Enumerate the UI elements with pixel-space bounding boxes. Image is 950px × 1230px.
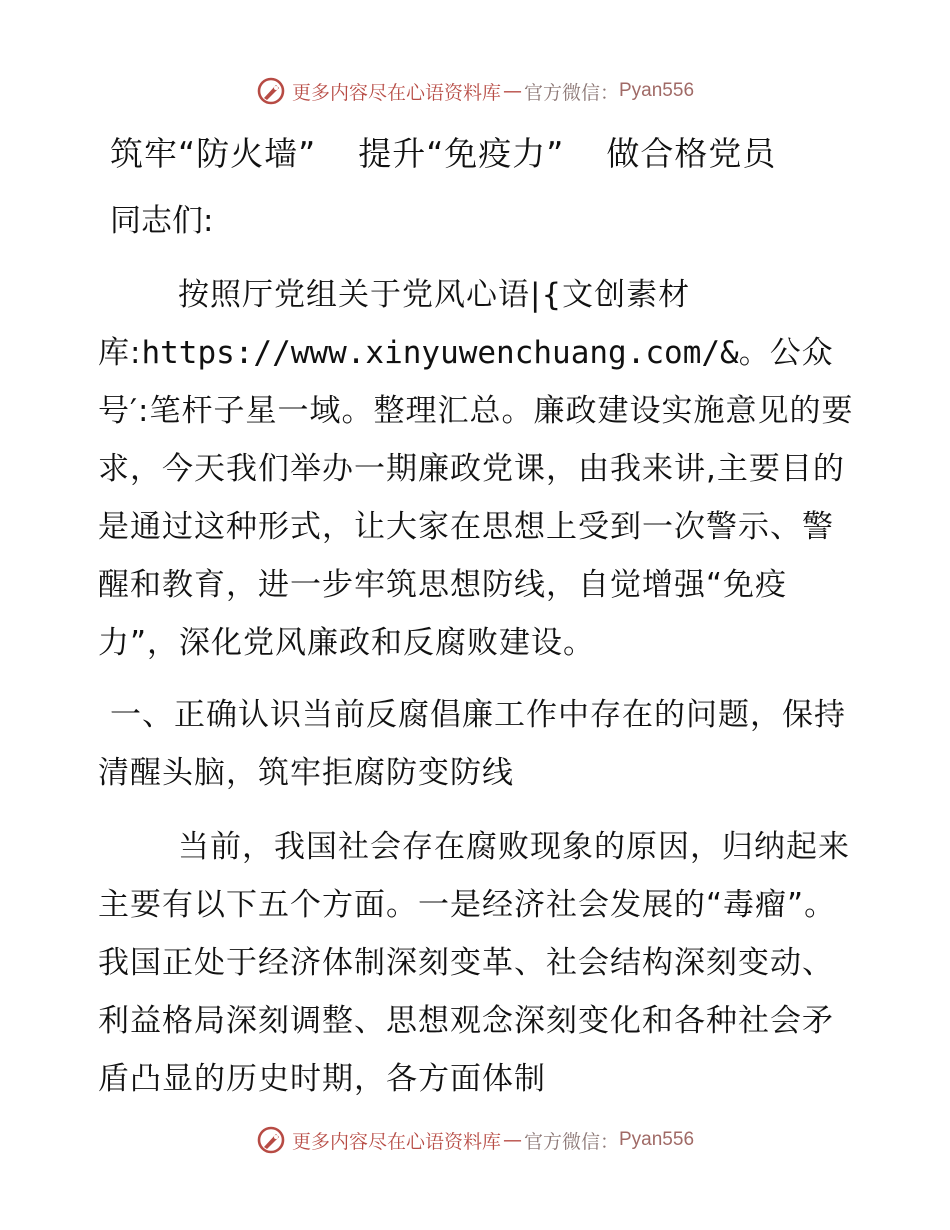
title-part: 提升“免疫力”	[358, 134, 565, 173]
watermark-wechat-label: 官方微信：	[523, 81, 619, 104]
watermark-brand: 更多内容尽在心语资料库	[291, 1130, 501, 1153]
watermark-brand: 更多内容尽在心语资料库	[291, 81, 501, 104]
intro-url: https://www.xinyuwenchuang.com/&。	[141, 335, 770, 371]
section-heading: 一、正确认识当前反腐倡廉工作中存在的问题，保持清醒头脑，筑牢拒腐防变防线	[98, 697, 846, 791]
section-paragraph: 当前，我国社会存在腐败现象的原因，归纳起来主要有以下五个方面。一是经济社会发展的“毒瘤”。我国正处于经济体制深刻变革、社会结构深刻变动、利益格局深刻调整、思想观念深刻变化和各种社会矛盾凸显的历史时期，各方面体制	[98, 829, 850, 1097]
watermark-handle: Pyan556	[619, 80, 695, 101]
greeting: 同志们:	[110, 203, 214, 239]
intro-lead: 按照厅党组关于党风心语|{文创素材库:	[98, 277, 691, 371]
watermark-handle: Pyan556	[619, 1129, 695, 1150]
header-watermark	[0, 71, 950, 111]
pen-nib-logo-icon	[256, 1125, 286, 1155]
intro-paragraph	[98, 266, 858, 672]
watermark-separator: —	[502, 1129, 522, 1151]
footer-watermark	[0, 1120, 950, 1160]
intro-rest: 公众号′:笔杆子星一域。整理汇总。廉政建设实施意见的要求，今天我们举办一期廉政党课，由我来讲,主要目的是通过这种形式，让大家在思想上受到一次警示、警醒和教育，进一步牢筑思想防线，自觉增强“免疫力”，深化党风廉政和反腐败建设。	[98, 335, 854, 661]
title-part: 筑牢“防火墙”	[110, 134, 317, 173]
document-body	[98, 120, 858, 1108]
pen-nib-logo-icon	[256, 76, 286, 106]
title-part: 做合格党员	[606, 134, 777, 173]
watermark-separator: —	[502, 80, 522, 102]
document-title	[110, 128, 858, 180]
watermark-wechat-label: 官方微信：	[523, 1130, 619, 1153]
